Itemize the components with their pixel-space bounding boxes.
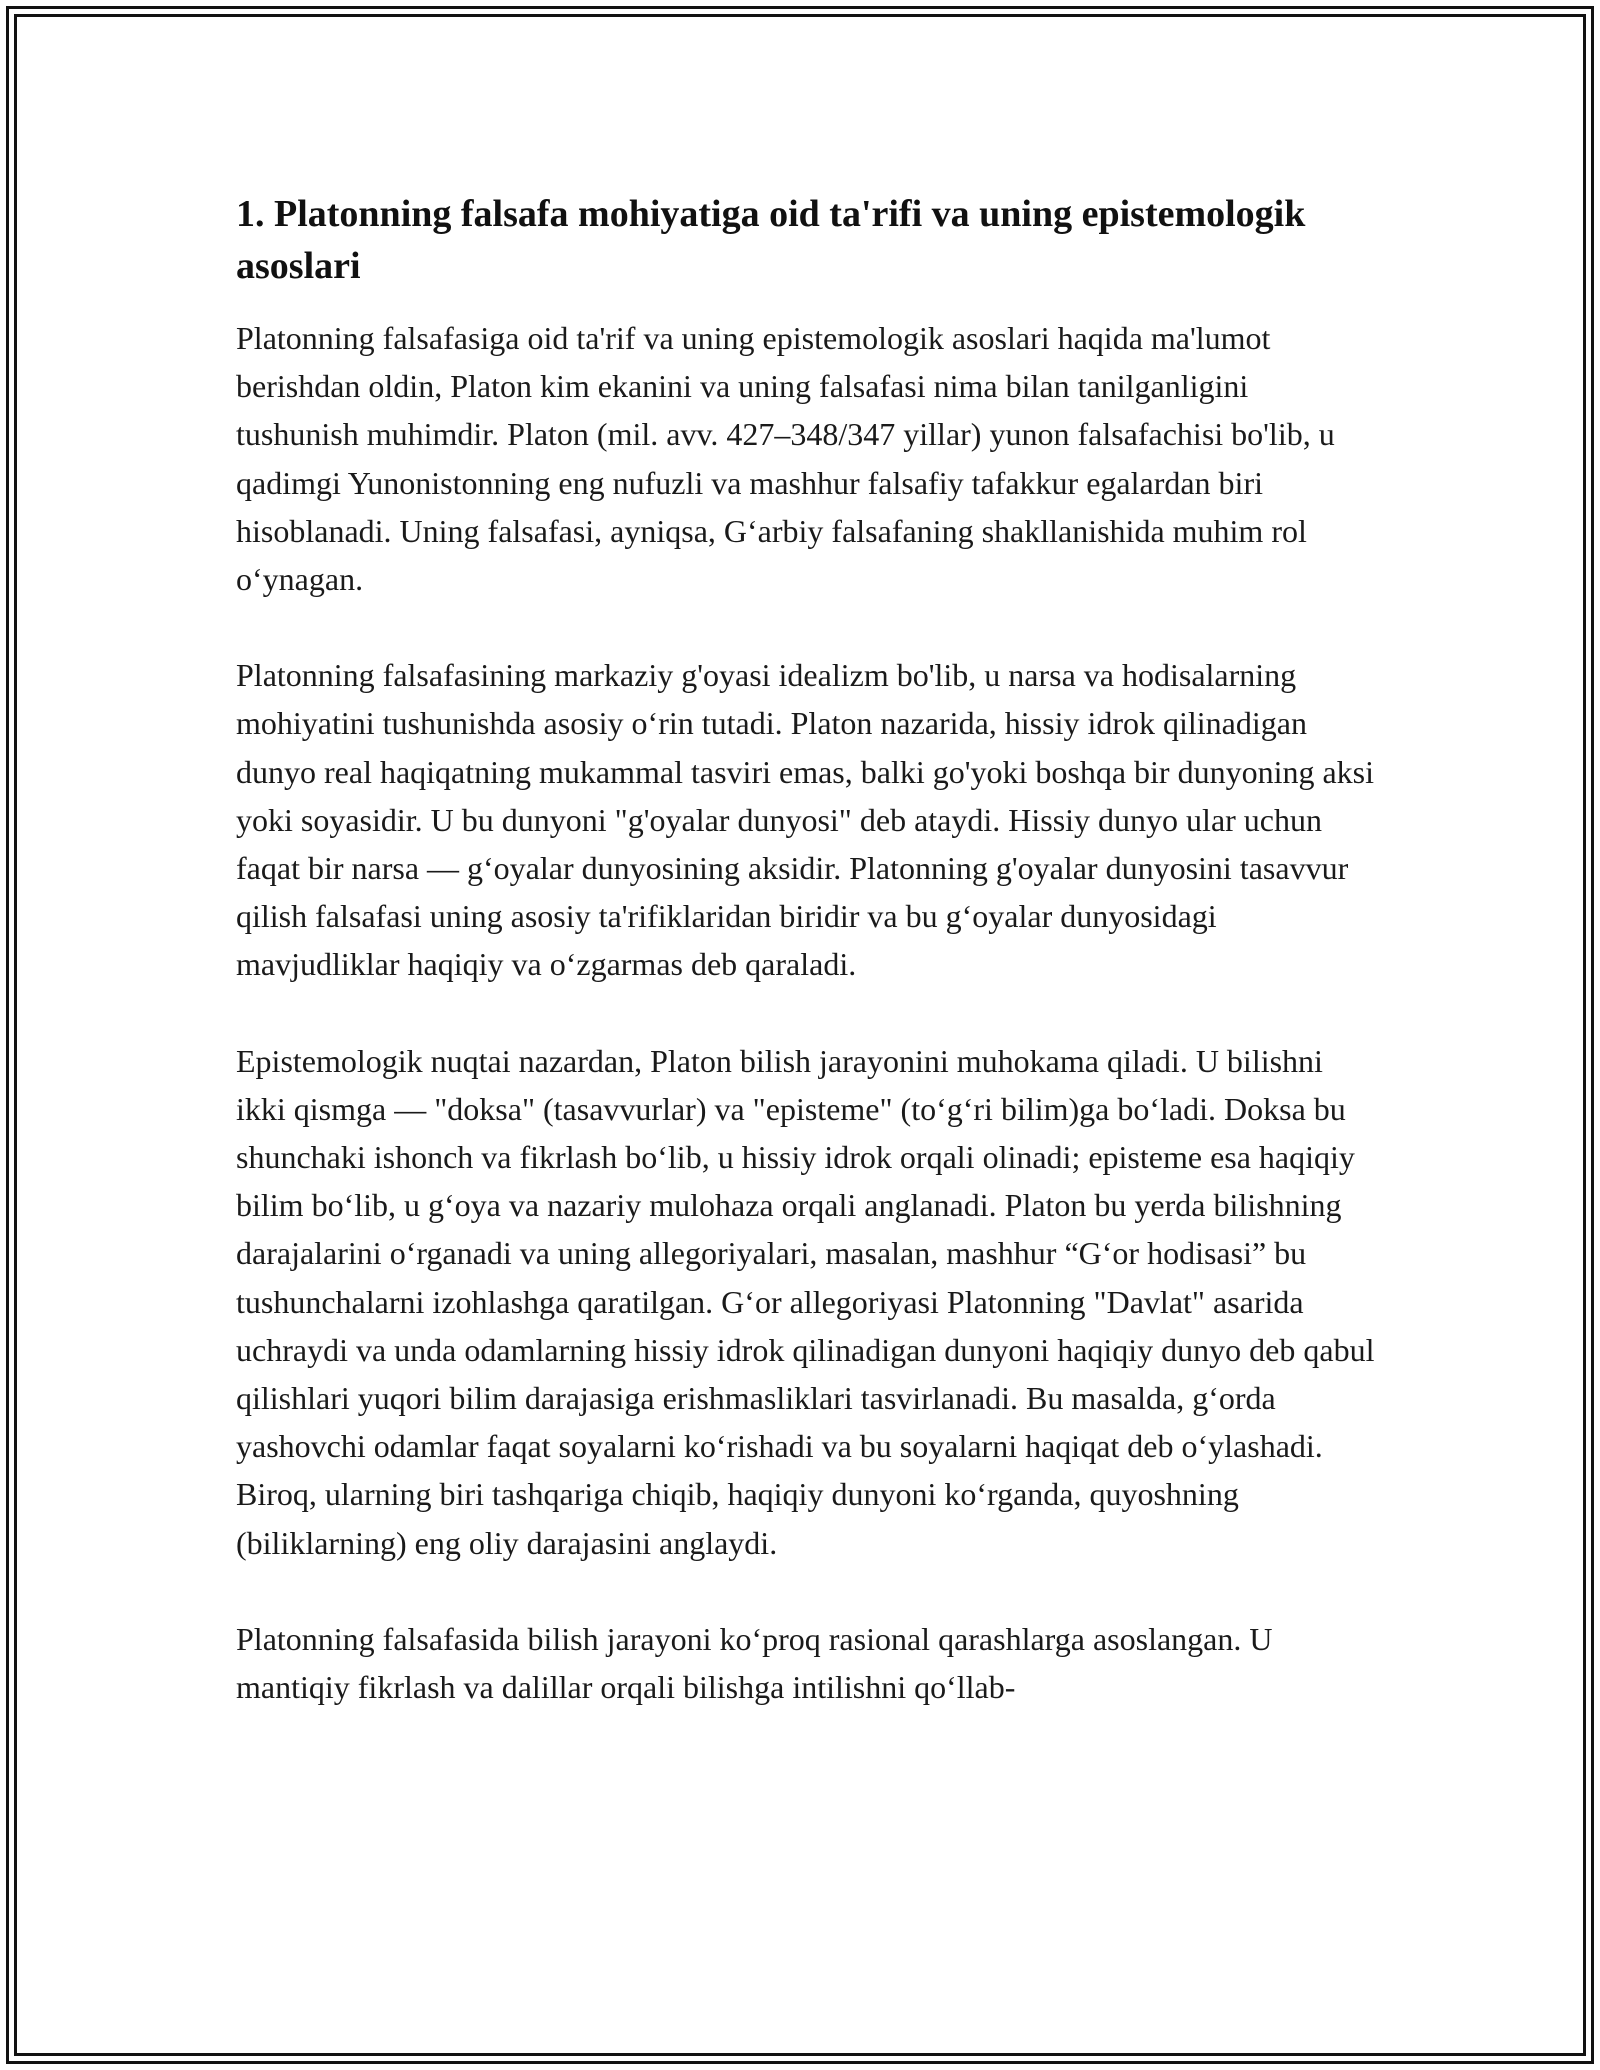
section-heading: 1. Platonning falsafa mohiyatiga oid ta'rifi va uning epistemologik asoslari bbox=[236, 193, 1306, 287]
paragraph-1: Platonning falsafasiga oid ta'rif va uning epistemologik asoslari haqida ma'lumot berishdan oldin, Platon kim ekanini va uning falsafasi nima bilan tanilganligini tushunish muhimdir. Platon (mil. avv. 427–348/347 yillar) yunon falsafachisi bo'lib, u qadimgi Yunonistonning eng nufuzli va mashhur falsafiy tafakkur egalardan biri hisoblanadi. Uning falsafasi, ayniqsa, G‘arbiy falsafaning shakllanishida muhim rol o‘ynagan. bbox=[236, 320, 1335, 598]
paragraph-4: Platonning falsafasida bilish jarayoni ko‘proq rasional qarashlarga asoslangan. U mantiqiy fikrlash va dalillar orqali bilishga intilishni qo‘llab- bbox=[236, 1620, 1273, 1706]
paragraph-2: Platonning falsafasining markaziy g'oyasi idealizm bo'lib, u narsa va hodisalarning mohiyatini tushunishda asosiy o‘rin tutadi. Platon nazarida, hissiy idrok qilinadigan dunyo real haqiqatning mukammal tasviri emas, balki go'yoki boshqa bir dunyoning aksi yoki soyasidir. U bu dunyoni "g'oyalar dunyosi" deb ataydi. Hissiy dunyo ular uchun faqat bir narsa — g‘oyalar dunyosining aksidir. Platonning g'oyalar dunyosini tasavvur qilish falsafasi uning asosiy ta'rifiklaridan biridir va bu g‘oyalar dunyosidagi mavjudliklar haqiqiy va o‘zgarmas deb qaraladi. bbox=[236, 657, 1375, 983]
document-body bbox=[236, 188, 1376, 1759]
paragraph-3: Epistemologik nuqtai nazardan, Platon bilish jarayonini muhokama qiladi. U bilishni ikki qismga — "doksa" (tasavvurlar) va "episteme" (to‘g‘ri bilim)ga bo‘ladi. Doksa bu shunchaki ishonch va fikrlash bo‘lib, u hissiy idrok orqali olinadi; episteme esa haqiqiy bilim bo‘lib, u g‘oya va nazariy mulohaza orqali anglanadi. Platon bu yerda bilishning darajalarini o‘rganadi va uning allegoriyalari, masalan, mashhur “G‘or hodisasi” bu tushunchalarni izohlashga qaratilgan. G‘or allegoriyasi Platonning "Davlat" asarida uchraydi va unda odamlarning hissiy idrok qilinadigan dunyoni haqiqiy dunyo deb qabul qilishlari yuqori bilim darajasiga erishmasliklari tasvirlanadi. Bu masalda, g‘orda yashovchi odamlar faqat soyalarni ko‘rishadi va bu soyalarni haqiqat deb o‘ylashadi. Biroq, ularning biri tashqariga chiqib, haqiqiy dunyoni ko‘rganda, quyoshning (biliklarning) eng oliy darajasini anglaydi. bbox=[236, 1042, 1375, 1561]
